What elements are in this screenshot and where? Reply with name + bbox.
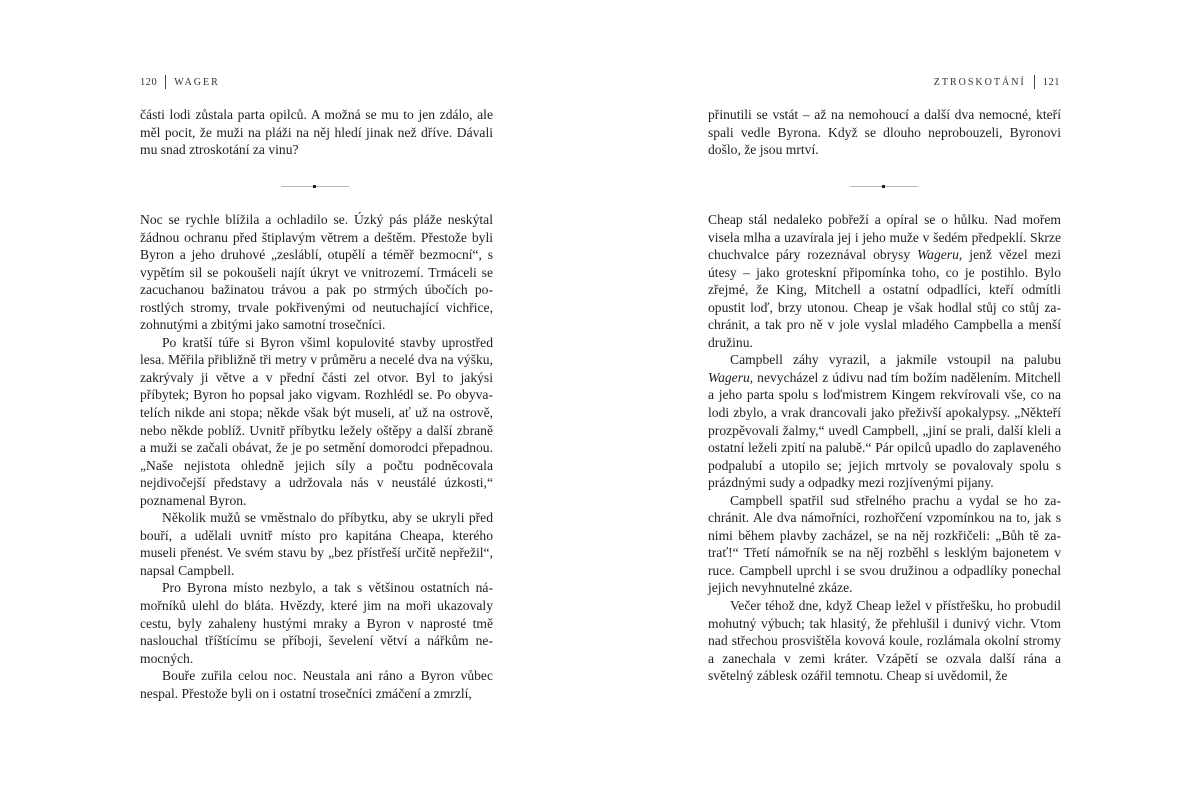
running-head	[934, 75, 1060, 89]
body-text	[708, 211, 1061, 685]
book-title: WAGER	[174, 76, 220, 88]
paragraph: Bouře zuřila celou noc. Neustala ani ráno a Byron vůbec nespal. Přestože byli on i ostatní trosečníci zmáčení a zmrzlí,	[140, 668, 493, 701]
chapter-title: ZTROSKOTÁNÍ	[933, 76, 1026, 88]
section-divider	[281, 186, 349, 187]
paragraph: Noc se rychle blížila a ochladilo se. Úzký pás pláže neskýtal žádnou ochranu před štiplavým větrem a deštěm. Přestože byli Byron a jeho druhové „zesláblí, otupělí a téměř bezmocní“, s vypětím sil se pokoušeli najít úkryt ve vnitrozemí. Trmáceli se zacuchanou bažinatou trávou a pak po strmých úbočích porostlých stromy, trvale pokřivenými od neutuchající vichřice, zohnutými a zbitými jako samotní trosečníci.	[140, 212, 493, 333]
divider-dot	[882, 185, 885, 188]
text-run: Cheap stál nedaleko pobřeží a opíral se o hůlku. Nad mořem visela mlha a uzavírala jej i jeho muže v šedém předpeklí. Skrze chuchvalce páry rozeznával obrysy	[708, 212, 1061, 263]
text-run: , jenž vězel mezi útesy – jako groteskní připomínka toho, co je postihlo. Bylo zřejmé, že King, Mitchell a ostatní odpadlíci, kteří odmítli opustit loď, brzy utonou. Cheap je však hodlal stůj co stůj zachránit, a tak pro ně v jole vyslal mladého Campbella a menší družinu.	[708, 247, 1062, 350]
running-head	[140, 75, 220, 89]
ship-name: Wageru	[708, 369, 750, 385]
paragraph: části lodi zůstala parta opilců. A možná se mu to jen zdálo, ale měl pocit, že muži na pláži na něj hledí jinak než dříve. Dávali mu snad ztroskotání za vinu?	[140, 107, 493, 158]
paragraph: Několik mužů se vměstnalo do příbytku, aby se ukryli před bouří, a udělali uvnitř místo pro kapitána Cheapa, kterého museli přenést. Ve svém stavu by „bez přístřeší určitě nepřežil“, napsal Campbell.	[140, 510, 493, 578]
header-separator	[1034, 75, 1035, 89]
paragraph: Večer téhož dne, když Cheap ležel v přístřešku, ho probudil mohutný výbuch; tak hlasitý, že přehlušil i dunivý vichr. Vtom nad střechou prosvištěla kovová koule, rozlámala okolní stromy a zanechala v zemi kráter. Vzápětí se ozvala další rána a světelný záblesk ozářil temnotu. Cheap si uvědomil, že	[708, 598, 1061, 684]
right-page	[600, 0, 1200, 800]
continued-text	[140, 106, 493, 159]
paragraph: Pro Byrona místo nezbylo, a tak s většinou ostatních námořníků ulehl do bláta. Hvězdy, které jim na moři ukazovaly cestu, byly zahaleny hustými mraky a Byron v naprosté tmě naslouchal tříštícímu se příboji, ševelení větví a nářkům nemocných.	[140, 580, 493, 666]
continued-text	[708, 106, 1061, 159]
paragraph	[708, 351, 1061, 491]
section-divider	[850, 186, 918, 187]
text-run: , nevycházel z údivu nad tím božím nadělením. Mitchell a jeho parta spolu s loďmistrem Kingem rekvírovali vše, co na lodi zbylo, a vrak drancovali jako přeživší apokalypsy. „Někteří prozpěvovali žalmy,“ uvedl Campbell, „jiní se prali, další kleli a ostatní leželi zpití na palubě.“ Pár opilců upadlo do zaplaveného podpalubí a utopilo se; jejich mrtvoly se povalovaly spolu s prázdnými sudy a odpadky mezi rozjívenými pijany.	[708, 369, 1061, 491]
header-separator	[165, 75, 166, 89]
body-text	[140, 211, 493, 702]
paragraph: přinutili se vstát – až na nemohoucí a další dva nemocné, kteří spali vedle Byrona. Když se dlouho neprobouzeli, Byronovi došlo, že jsou mrtví.	[708, 107, 1061, 158]
text-run: Campbell záhy vyrazil, a jakmile vstoupil na palubu	[730, 352, 1061, 368]
divider-dot	[313, 185, 316, 188]
page-number: 120	[140, 76, 158, 88]
paragraph	[708, 211, 1061, 351]
ship-name: Wageru	[917, 247, 959, 263]
page-number: 121	[1042, 76, 1060, 88]
paragraph: Campbell spatřil sud střelného prachu a vydal se ho zachránit. Ale dva námořníci, rozhořčení vzpomínkou na to, jak s nimi během plavby zacházel, se na něj rozkřičeli: „Bůh tě zatrať!“ Třetí námořník se na něj rozběhl s lesklým bajonetem v ruce. Campbell uprchl i se svou družinou a odpadlíky ponechal jejich nevyhnutelné zkáze.	[708, 492, 1061, 596]
paragraph: Po kratší túře si Byron všiml kopulovité stavby uprostřed lesa. Měřila přibližně tři metry v průměru a necelé dva na výšku, zakrývaly ji větve a v přední části zel otvor. Byl to jakýsi příbytek; Byron ho popsal jako vigvam. Rozhlédl se. Po obyvatelích nikde ani stopa; někde však být museli, ať už na ostrově, nebo někde poblíž. Uvnitř příbytku ležely oštěpy a další zbraně a muži se začali obávat, že je po setmění domorodci přepadnou. „Naše nejistota ohledně jejich síly a počtu podněcovala nejdivočejší představy a udržovala nás v neustálé úzkosti,“ poznamenal Byron.	[140, 334, 493, 508]
